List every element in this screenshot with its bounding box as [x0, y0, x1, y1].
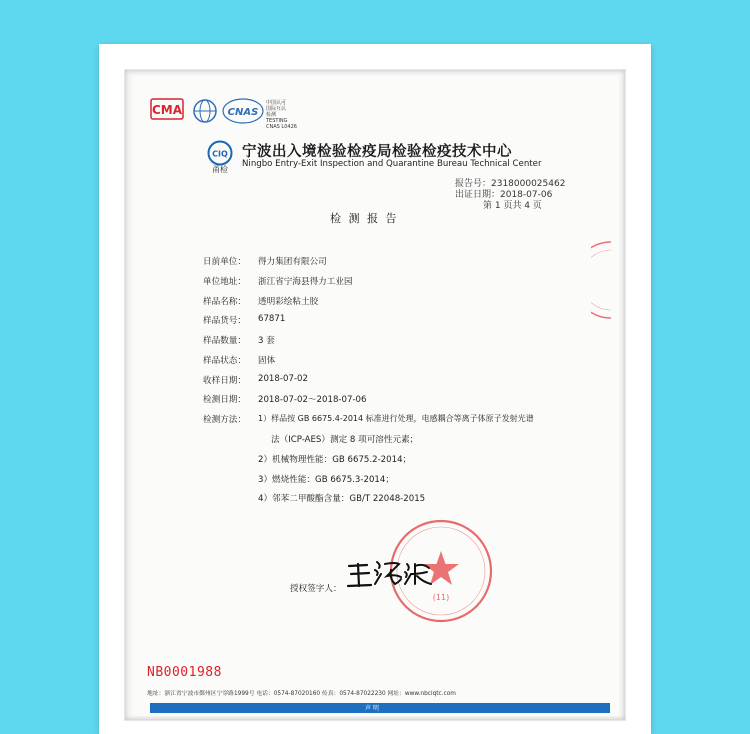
field-label: 检测方法： — [203, 415, 246, 425]
field-value: 得力集团有限公司 — [258, 257, 327, 267]
field-value: 浙江省宁海县得力工业园 — [258, 277, 353, 287]
field-label: 日前单位： — [203, 257, 246, 267]
cnas-note-line: 检测 — [266, 112, 277, 118]
method-line: 4）邻苯二甲酸酯含量：GB/T 22048-2015 — [258, 494, 426, 504]
approver-label: 授权签字人： — [290, 584, 342, 594]
serial-number: NB0001988 — [147, 665, 222, 680]
report-number: 报告号：2318000025462 — [455, 179, 566, 189]
field-value: 2018-07-02～2018-07-06 — [258, 395, 367, 405]
page-indicator: 第 1 页共 4 页 — [483, 201, 542, 211]
cnas-note-line: TESTING — [266, 118, 288, 124]
method-line: 法（ICP-AES）测定 8 项可溶性元素； — [271, 435, 419, 445]
field-label: 单位地址： — [203, 277, 246, 287]
field-label: 样品数量： — [203, 336, 246, 346]
field-value: 67871 — [258, 314, 286, 324]
ciq-logo — [207, 140, 233, 166]
ciq-logo-text: CIQ — [212, 149, 228, 159]
cma-logo-text: CMA — [151, 103, 183, 117]
field-value: 透明彩绘粘土胶 — [258, 297, 319, 307]
statement-band-label: 声 明 — [365, 705, 379, 712]
cma-logo — [150, 98, 184, 120]
issue-date: 出证日期：2018-07-06 — [455, 190, 553, 200]
report-title: 检 测 报 告 — [330, 212, 399, 225]
footer-contact: 地址：浙江省宁波市鄞州区宁穿路1999号 电话：0574-87020160 传真：0574-87022230 网址：www.nbciqtc.com — [147, 691, 456, 697]
field-label: 收样日期： — [203, 376, 246, 386]
edge-seal-stamp — [591, 240, 611, 320]
field-value: 2018-07-02 — [258, 374, 308, 384]
organization-name-cn: 宁波出入境检验检疫局检验检疫技术中心 — [242, 144, 512, 160]
method-line: 2）机械物理性能：GB 6675.2-2014； — [258, 455, 412, 465]
cnas-logo-text: CNAS — [227, 107, 259, 118]
statement-band — [150, 703, 610, 713]
svg-text:(11): (11) — [432, 593, 450, 602]
organization-name-en: Ningbo Entry-Exit Inspection and Quarantine Bureau Technical Center — [242, 159, 542, 169]
field-label: 检测日期： — [203, 395, 246, 405]
cnas-note-line: 中国认可 — [266, 100, 287, 106]
method-line: 3）燃烧性能：GB 6675.3-2014； — [258, 475, 394, 485]
field-label: 样品状态： — [203, 356, 246, 366]
globe-emblem-icon — [192, 98, 218, 124]
cnas-logo — [222, 98, 264, 126]
cnas-note-line: CNAS L0426 — [266, 124, 297, 130]
handwritten-signature — [345, 556, 435, 590]
field-value: 1）样品按 GB 6675.4-2014 标准进行处理，电感耦合等离子体原子发射光谱 — [258, 414, 534, 423]
field-label: 样品名称： — [203, 297, 246, 307]
cnas-note-line: 国际互认 — [266, 106, 287, 112]
field-label: 样品货号： — [203, 316, 246, 326]
ciq-sublabel: 甬检 — [212, 165, 228, 174]
cnas-note — [266, 100, 297, 130]
field-value: 固体 — [258, 356, 276, 366]
field-value: 3 套 — [258, 336, 275, 346]
